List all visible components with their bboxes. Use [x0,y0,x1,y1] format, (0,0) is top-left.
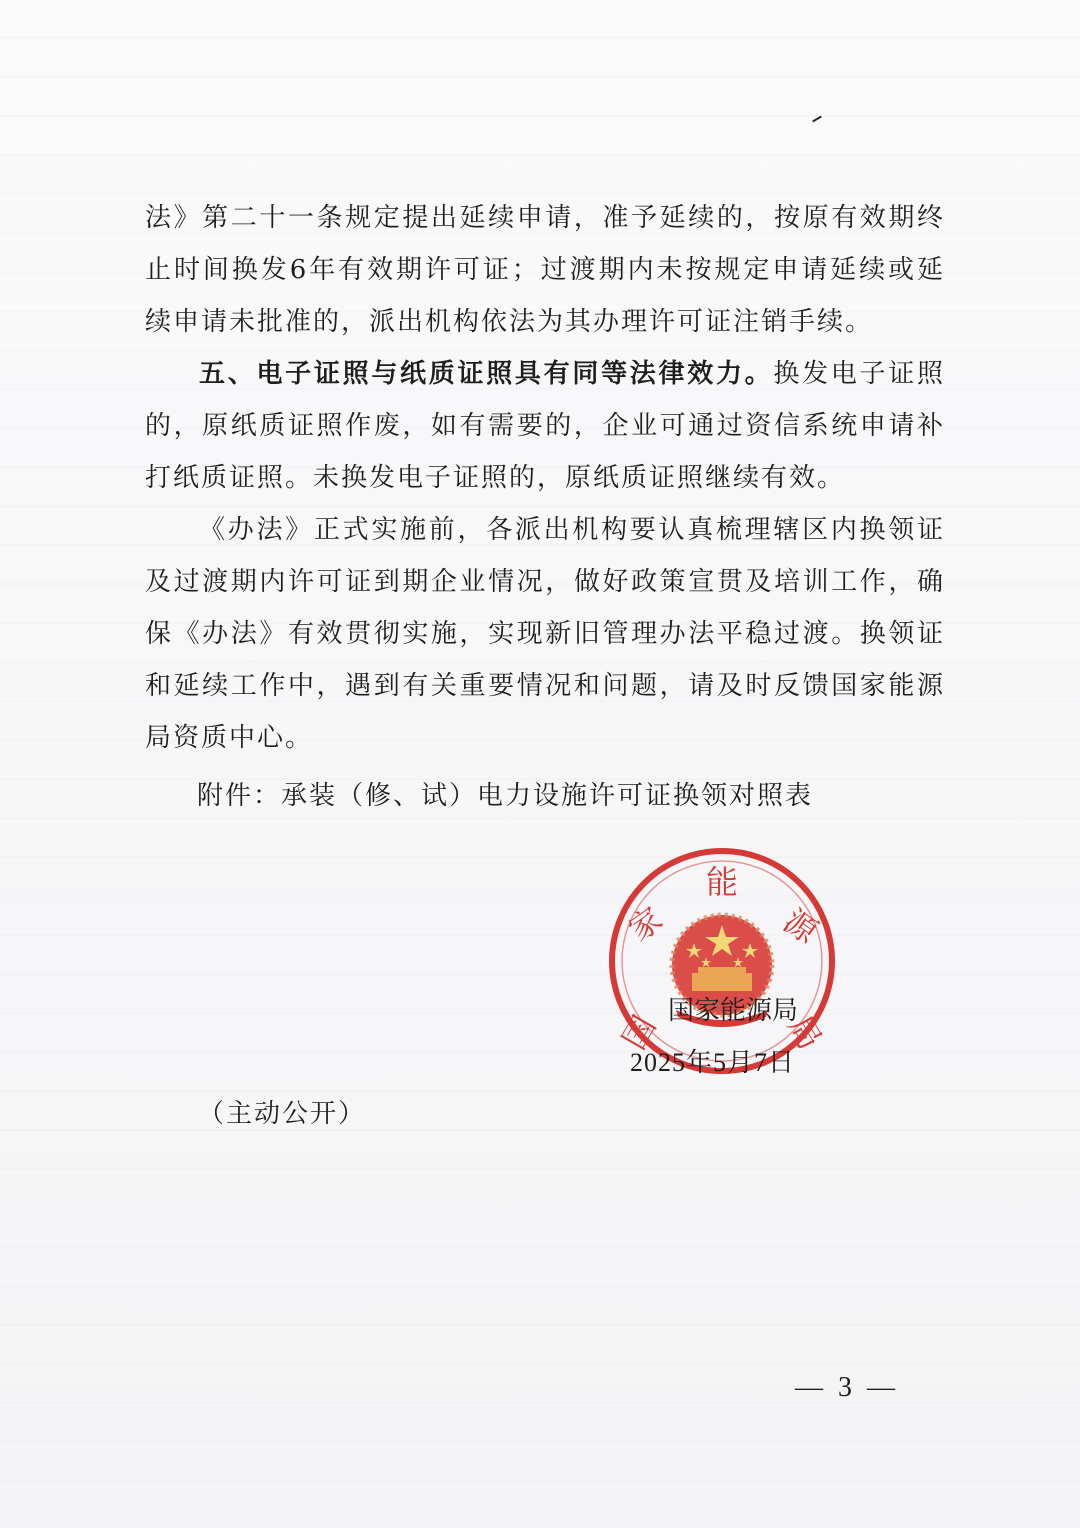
seal-char-5: 局 [780,1009,830,1056]
attachment-line: 附件：承装（修、试）电力设施许可证换领对照表 [197,781,814,811]
paragraph-2-text: 换发电子证照的，原纸质证照作废，如有需要的，企业可通过资信系统申请补打纸质证照。未换发电子证照的，原纸质证照继续有效。 [145,359,945,493]
paragraph-1 [145,192,945,348]
disclosure-label: （主动公开） [198,1099,367,1129]
signature-org: 国家能源局 [668,996,799,1025]
seal-char-4: 源 [776,901,825,951]
scan-mark [812,116,822,123]
paragraph-2-heading: 五、电子证照与纸质证照具有同等法律效力。 [199,359,774,389]
seal-char-2: 家 [621,899,670,949]
paragraph-2 [145,348,945,504]
document-body [145,192,945,764]
seal-char-1: 国 [614,1009,664,1056]
signature-date: 2025年5月7日 [630,1048,796,1077]
page-number: — 3 — [795,1372,899,1403]
paragraph-3-text: 《办法》正式实施前，各派出机构要认真梳理辖区内换领证及过渡期内许可证到期企业情况，做好政策宣贯及培训工作，确保《办法》有效贯彻实施，实现新旧管理办法平稳过渡。换领证和延续工作中，遇到有关重要情况和问题，请及时反馈国家能源局资质中心。 [145,515,945,753]
paragraph-3 [145,504,945,764]
paragraph-1-text: 法》第二十一条规定提出延续申请，准予延续的，按原有效期终止时间换发6年有效期许可证；过渡期内未按规定申请延续或延续申请未批准的，派出机构依法为其办理许可证注销手续。 [145,203,945,337]
seal-char-3: 能 [705,863,739,901]
